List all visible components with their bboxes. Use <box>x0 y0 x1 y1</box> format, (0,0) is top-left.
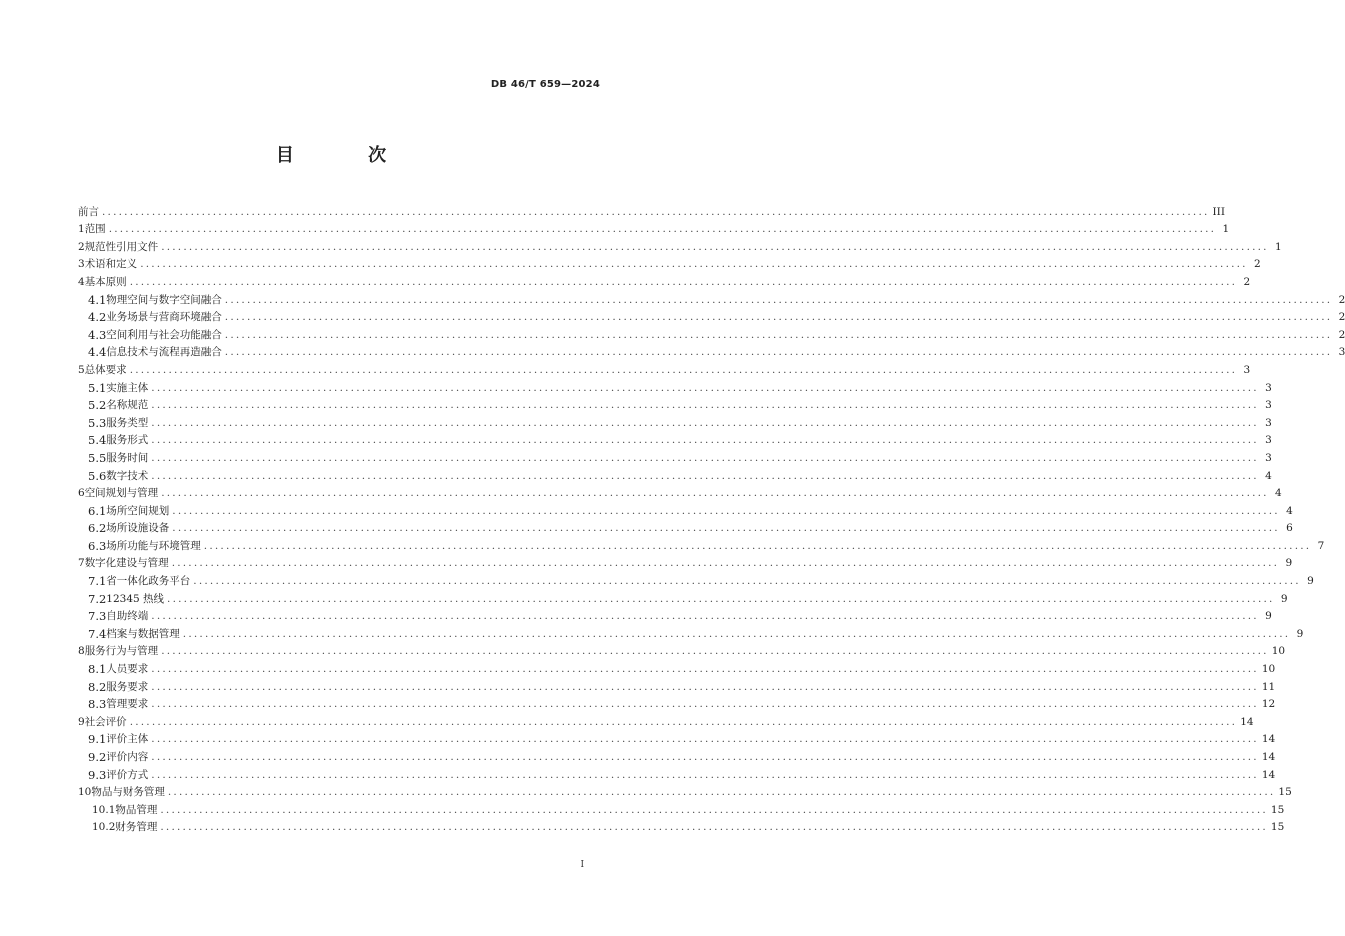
toc-entry-page: 3 <box>1265 399 1272 412</box>
toc-leader-dots: ........................................................................................................................................................................................................ <box>182 627 1291 640</box>
toc-leader-dots: ........................................................................................................................................................................................................ <box>129 363 1238 376</box>
toc-entry-title: 场所设施设备 <box>106 522 170 535</box>
toc-entry-number: 10.2 <box>92 821 116 834</box>
toc-entry-title: 评价主体 <box>106 733 149 746</box>
toc-entry[interactable] <box>78 482 1282 500</box>
toc-entry-number: 9 <box>78 715 85 728</box>
toc-leader-dots: ........................................................................................................................................................................................................ <box>151 381 1259 394</box>
toc-entry-number: 1 <box>78 223 85 236</box>
toc-entry-title: 物品与财务管理 <box>91 786 165 799</box>
toc-entry-title: 信息技术与流程再造融合 <box>106 346 222 359</box>
toc-leader-dots: ........................................................................................................................................................................................................ <box>108 223 1217 236</box>
toc-entry-number: 7.4 <box>88 626 107 641</box>
toc-leader-dots: ........................................................................................................................................................................................................ <box>160 803 1268 816</box>
toc-entry-page: 3 <box>1265 416 1272 429</box>
toc-leader-dots: ........................................................................................................................................................................................................ <box>193 575 1301 588</box>
toc-entry-title: 评价方式 <box>106 768 149 781</box>
toc-entry[interactable] <box>78 376 1272 395</box>
toc-entry-title: 12345 热线 <box>106 592 165 605</box>
toc-leader-dots: ........................................................................................................................................................................................................ <box>167 592 1275 605</box>
toc-entry[interactable] <box>78 358 1251 376</box>
toc-entry-title: 规范性引用文件 <box>84 240 159 253</box>
toc-leader-dots: ........................................................................................................................................................................................................ <box>224 311 1333 324</box>
toc-entry-title: 数字化建设与管理 <box>84 557 169 570</box>
toc-entry[interactable] <box>78 798 1285 816</box>
toc-entry[interactable] <box>78 622 1304 641</box>
toc-leader-dots: ........................................................................................................................................................................................................ <box>171 557 1280 570</box>
toc-entry-number: 9.2 <box>88 750 107 764</box>
toc-entry-title: 场所功能与环境管理 <box>106 539 201 552</box>
toc-entry-number: 5.6 <box>88 468 107 483</box>
toc-leader-dots: ........................................................................................................................................................................................................ <box>224 328 1333 341</box>
toc-entry[interactable] <box>78 710 1254 728</box>
toc-leader-dots: ........................................................................................................................................................................................................ <box>161 240 1269 253</box>
toc-entry-title: 服务行为与管理 <box>84 645 159 658</box>
toc-entry-page: 15 <box>1270 803 1285 816</box>
toc-entry-page: 4 <box>1265 469 1272 482</box>
toc-entry[interactable] <box>78 253 1261 271</box>
toc-entry-title: 评价内容 <box>106 751 149 763</box>
toc-entry-number: 5.4 <box>88 433 107 448</box>
toc-entry-title: 空间规划与管理 <box>84 487 159 500</box>
toc-entry-page: 3 <box>1243 363 1251 376</box>
toc-leader-dots: ........................................................................................................................................................................................................ <box>172 522 1280 535</box>
toc-leader-dots: ........................................................................................................................................................................................................ <box>151 610 1259 623</box>
toc-leader-dots: ........................................................................................................................................................................................................ <box>102 205 1210 218</box>
toc-entry-title: 空间利用与社会功能融合 <box>106 328 222 341</box>
toc-entry[interactable] <box>78 763 1276 782</box>
toc-entry-title: 档案与数据管理 <box>106 627 180 640</box>
toc-entry[interactable] <box>78 675 1276 694</box>
toc-entry-title: 数字技术 <box>106 469 149 482</box>
toc-leader-dots: ........................................................................................................................................................................................................ <box>224 293 1333 306</box>
toc-entry[interactable] <box>78 235 1282 253</box>
toc-entry-page: 10 <box>1271 645 1286 658</box>
toc-entry-title: 总体要求 <box>84 363 127 376</box>
toc-leader-dots: ........................................................................................................................................................................................................ <box>151 733 1259 746</box>
toc-entry-page: 3 <box>1265 381 1272 394</box>
toc-entry-number: 5.2 <box>88 398 107 413</box>
toc-entry-number: 5.3 <box>88 415 107 430</box>
toc-entry-number: 4.2 <box>88 310 107 325</box>
toc-entry[interactable] <box>78 552 1293 570</box>
toc-entry-number: 7.3 <box>88 609 107 624</box>
toc-entry-page: 9 <box>1307 575 1314 588</box>
toc-entry-number: 7.1 <box>88 574 107 589</box>
toc-entry-page: 15 <box>1278 786 1292 799</box>
toc-entry-number: 4.3 <box>88 327 107 342</box>
toc-leader-dots: ........................................................................................................................................................................................................ <box>151 663 1259 676</box>
toc-entry-page: 2 <box>1243 275 1251 288</box>
toc-entry[interactable] <box>78 464 1272 483</box>
toc-entry-title: 业务场景与营商环境融合 <box>106 311 222 324</box>
toc-entry-title: 物品管理 <box>115 803 158 816</box>
toc-entry[interactable] <box>78 517 1293 536</box>
toc-entry-page: 3 <box>1265 434 1272 447</box>
toc-entry-number: 4.4 <box>88 345 107 360</box>
toc-entry-page: 6 <box>1286 522 1293 535</box>
toc-entry-number: 8.2 <box>88 679 107 694</box>
toc-entry[interactable] <box>78 270 1251 288</box>
toc-leader-dots: ........................................................................................................................................................................................................ <box>129 715 1238 728</box>
toc-leader-dots: ........................................................................................................................................................................................................ <box>140 258 1248 271</box>
toc-entry[interactable] <box>78 657 1276 677</box>
toc-entry[interactable] <box>78 587 1288 606</box>
toc-entry-title: 管理要求 <box>106 698 149 711</box>
toc-entry-number: 8.1 <box>88 662 107 677</box>
toc-entry-number: 10 <box>78 786 92 799</box>
toc-leader-dots: ........................................................................................................................................................................................................ <box>151 751 1259 763</box>
toc-entry-page: 2 <box>1254 258 1261 271</box>
toc-leader-dots: ........................................................................................................................................................................................................ <box>161 487 1269 500</box>
toc-entry-number: 5.5 <box>88 450 107 465</box>
toc-entry[interactable] <box>78 534 1325 553</box>
toc-entry-page: 9 <box>1265 610 1272 623</box>
toc-entry-page: III <box>1212 205 1225 218</box>
toc-entry-page: 10 <box>1261 663 1276 676</box>
toc-entry-page: 12 <box>1261 698 1276 711</box>
toc-leader-dots: ........................................................................................................................................................................................................ <box>129 275 1238 288</box>
toc-leader-dots: ........................................................................................................................................................................................................ <box>151 399 1259 412</box>
toc-entry-title: 财务管理 <box>115 821 158 834</box>
toc-entry-page: 4 <box>1275 487 1282 500</box>
toc-entry-number: 9.3 <box>88 767 107 782</box>
toc-leader-dots: ........................................................................................................................................................................................................ <box>151 698 1259 711</box>
toc-entry-title: 服务类型 <box>106 416 149 429</box>
toc-entry-page: 2 <box>1338 311 1345 324</box>
toc-entry-number: 5 <box>78 363 85 376</box>
toc-entry-number: 3 <box>78 258 85 271</box>
toc-entry-title: 前言 <box>78 205 99 218</box>
toc-leader-dots: ........................................................................................................................................................................................................ <box>203 539 1312 552</box>
toc-entry[interactable] <box>78 745 1276 764</box>
toc-entry[interactable] <box>78 288 1345 307</box>
toc-entry[interactable] <box>78 693 1276 712</box>
toc-entry-page: 9 <box>1285 557 1293 570</box>
toc-leader-dots: ........................................................................................................................................................................................................ <box>167 786 1276 799</box>
toc-entry[interactable] <box>78 306 1345 325</box>
toc-entry-title: 场所空间规划 <box>106 504 170 517</box>
toc-entry-page: 7 <box>1317 539 1325 552</box>
toc-leader-dots: ........................................................................................................................................................................................................ <box>151 416 1259 429</box>
toc-entry[interactable] <box>78 200 1225 218</box>
toc-entry-title: 名称规范 <box>106 399 149 412</box>
toc-entry-number: 6.3 <box>88 538 107 553</box>
toc-entry-title: 省一体化政务平台 <box>106 575 191 588</box>
toc-leader-dots: ........................................................................................................................................................................................................ <box>151 469 1259 482</box>
toc-entry-page: 1 <box>1222 223 1230 236</box>
toc-entry-number: 6.2 <box>88 521 107 536</box>
toc-entry-title: 基本原则 <box>84 275 127 288</box>
toc-entry-number: 2 <box>78 240 85 253</box>
toc-entry[interactable] <box>78 781 1292 799</box>
document-code: DB 46/T 659—2024 <box>490 79 600 90</box>
toc-leader-dots: ........................................................................................................................................................................................................ <box>151 451 1259 464</box>
toc-leader-dots: ........................................................................................................................................................................................................ <box>151 768 1259 781</box>
toc-entry-title: 实施主体 <box>106 381 149 394</box>
toc-entry[interactable] <box>78 446 1272 465</box>
toc-entry-number: 6.1 <box>88 503 107 518</box>
toc-leader-dots: ........................................................................................................................................................................................................ <box>151 680 1259 693</box>
toc-entry-page: 11 <box>1261 680 1276 693</box>
toc-entry-number: 7.2 <box>88 591 107 606</box>
toc-entry-number: 9.1 <box>88 732 107 747</box>
toc-entry-page: 9 <box>1280 592 1288 605</box>
toc-entry-title: 人员要求 <box>106 663 149 676</box>
toc-entry-page: 14 <box>1261 733 1276 746</box>
toc-entry-title: 服务形式 <box>106 434 149 447</box>
toc-entry[interactable] <box>78 569 1314 589</box>
toc-entry-title: 范围 <box>84 223 106 236</box>
page-number: I <box>580 860 584 870</box>
toc-entry-title: 自助终端 <box>106 610 149 623</box>
toc-entry-title: 物理空间与数字空间融合 <box>106 293 222 306</box>
table-of-contents <box>78 200 1345 834</box>
toc-entry-number: 5.1 <box>88 380 107 395</box>
toc-entry-page: 14 <box>1261 768 1276 781</box>
toc-entry[interactable] <box>78 323 1345 342</box>
toc-leader-dots: ........................................................................................................................................................................................................ <box>161 645 1269 658</box>
toc-entry[interactable] <box>78 605 1272 624</box>
toc-entry-page: 4 <box>1286 504 1293 517</box>
toc-entry[interactable] <box>78 728 1276 747</box>
toc-leader-dots: ........................................................................................................................................................................................................ <box>224 346 1333 359</box>
toc-entry-page: 2 <box>1338 293 1345 306</box>
toc-leader-dots: ........................................................................................................................................................................................................ <box>160 821 1268 834</box>
toc-entry-number: 10.1 <box>92 803 116 816</box>
toc-leader-dots: ........................................................................................................................................................................................................ <box>172 504 1280 517</box>
toc-entry-page: 2 <box>1338 328 1345 341</box>
toc-leader-dots: ........................................................................................................................................................................................................ <box>151 434 1259 447</box>
toc-entry-page: 3 <box>1338 346 1345 359</box>
toc-entry[interactable] <box>78 341 1345 360</box>
toc-entry[interactable] <box>78 640 1286 658</box>
toc-entry-number: 4 <box>78 275 85 288</box>
toc-entry-page: 14 <box>1261 751 1276 763</box>
toc-entry[interactable] <box>78 394 1272 413</box>
page-title: 目 次 <box>275 145 421 166</box>
toc-entry-title: 服务要求 <box>106 680 149 693</box>
toc-entry-page: 9 <box>1296 627 1304 640</box>
toc-entry-page: 15 <box>1270 821 1285 834</box>
toc-entry[interactable] <box>78 411 1272 430</box>
toc-entry-number: 8 <box>78 645 85 658</box>
toc-entry-page: 1 <box>1275 240 1282 253</box>
toc-entry-title: 服务时间 <box>106 451 149 464</box>
toc-entry[interactable] <box>78 429 1272 448</box>
toc-entry-number: 6 <box>78 487 85 500</box>
toc-entry-number: 4.1 <box>88 292 107 307</box>
toc-entry-page: 14 <box>1240 715 1254 728</box>
toc-entry-title: 术语和定义 <box>84 258 138 271</box>
toc-entry-page: 3 <box>1265 451 1272 464</box>
toc-entry-number: 7 <box>78 557 85 570</box>
toc-entry[interactable] <box>78 816 1285 834</box>
toc-entry-number: 8.3 <box>88 697 107 712</box>
toc-entry-title: 社会评价 <box>84 715 127 728</box>
toc-entry[interactable] <box>78 218 1230 236</box>
toc-entry[interactable] <box>78 499 1293 518</box>
